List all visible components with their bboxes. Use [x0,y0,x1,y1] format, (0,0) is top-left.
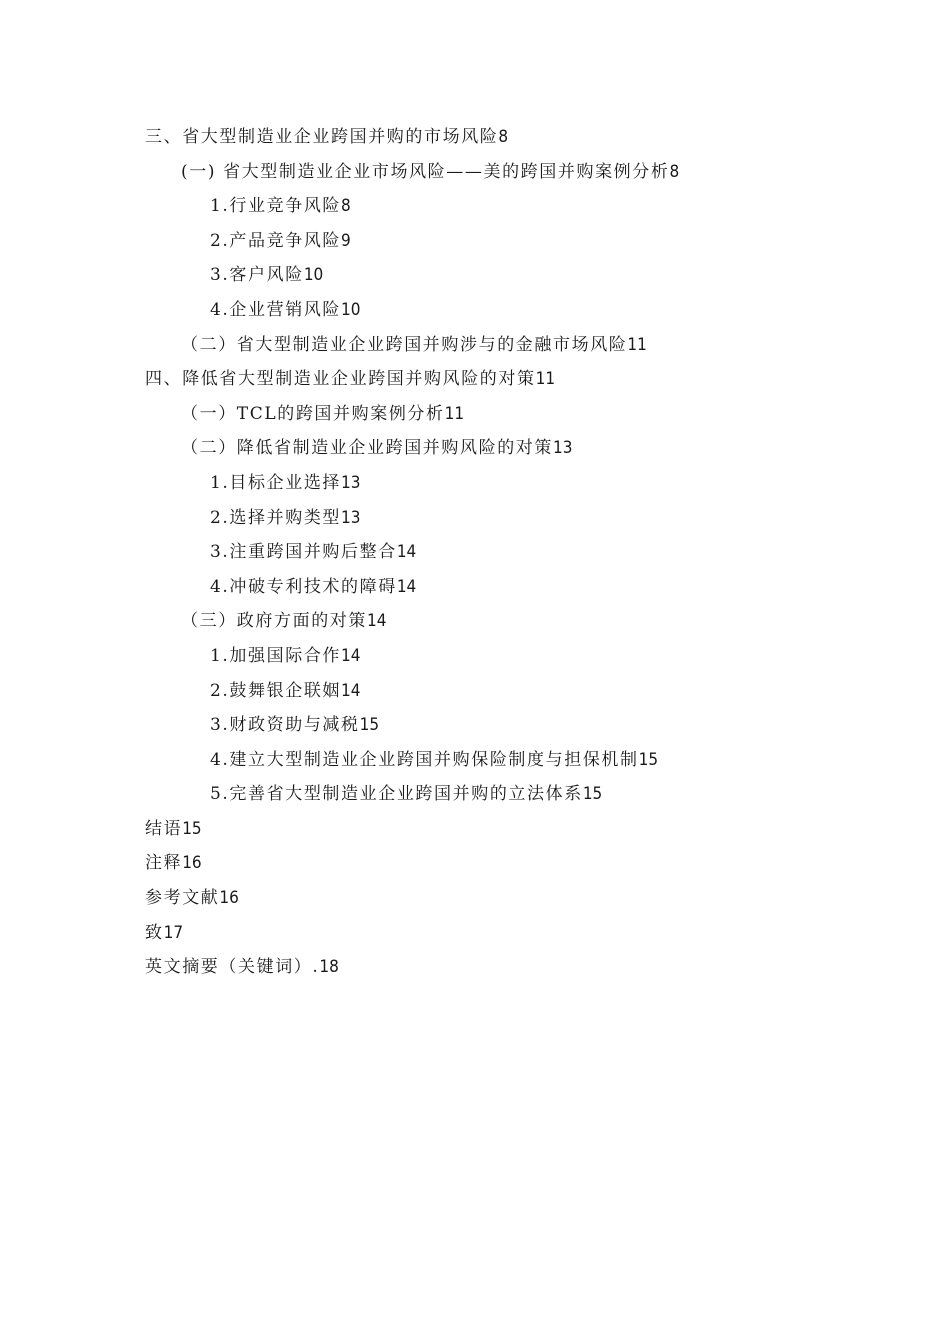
toc-entry[interactable] [145,846,865,881]
toc-entry-title: 1.目标企业选择 [210,472,342,493]
toc-entry-title: 结语 [145,818,183,839]
toc-entry[interactable] [145,501,865,536]
toc-entry-title: 1.行业竞争风险 [210,196,342,217]
toc-entry-page: 16 [219,888,239,909]
toc-entry-page: 9 [341,230,351,251]
toc-entry-title: 4.企业营销风险 [210,299,342,320]
toc-entry-page: 8 [669,161,680,182]
toc-entry[interactable] [145,916,865,951]
toc-entry-page: 13 [341,472,361,493]
toc-entry-title: 2.鼓舞银企联姻 [210,680,342,701]
toc-entry-page: 8 [498,127,509,147]
toc-entry[interactable] [145,812,865,847]
toc-entry-title: 英文摘要（关键词）. [145,957,320,978]
toc-entry-page: 13 [341,507,361,528]
toc-entry-page: 14 [396,542,417,563]
toc-entry-page: 17 [163,922,184,943]
toc-entry-page: 10 [341,299,361,320]
toc-entry[interactable] [145,189,865,224]
toc-entry-title: 4.冲破专利技术的障碍 [210,576,397,597]
toc-entry-title: (一) 省大型制造业企业市场风险——美的跨国并购案例分析 [181,161,670,182]
toc-entry-page: 15 [182,818,202,839]
toc-entry-title: （一）TCL的跨国并购案例分析 [181,403,445,424]
toc-entry[interactable] [145,466,865,501]
toc-entry[interactable] [145,362,865,397]
toc-entry-title: （二）省大型制造业企业跨国并购涉与的金融市场风险 [181,334,628,355]
toc-entry[interactable] [145,155,865,190]
toc-entry[interactable] [145,743,865,778]
toc-entry-title: 3.客户风险 [210,265,304,286]
toc-entry-title: 3.财政资助与减税 [210,715,360,736]
toc-entry-page: 15 [638,749,659,770]
toc-entry[interactable] [145,293,865,328]
toc-entry[interactable] [145,950,865,985]
toc-entry[interactable] [145,258,865,293]
toc-entry-page: 15 [359,715,380,736]
toc-entry-title: 2.产品竞争风险 [210,230,342,251]
toc-entry-page: 16 [182,853,202,874]
toc-entry[interactable] [145,708,865,743]
toc-entry-page: 15 [582,784,603,805]
toc-entry-page: 14 [341,645,361,666]
toc-entry-page: 13 [553,438,573,459]
toc-entry-title: 致 [145,922,164,943]
toc-entry-title: 1.加强国际合作 [210,645,342,666]
toc-entry-title: 3.注重跨国并购后整合 [210,542,397,563]
toc-entry[interactable] [145,397,865,432]
toc-entry-page: 14 [367,611,387,632]
toc-entry-page: 18 [319,957,339,978]
toc-entry[interactable] [145,120,865,155]
toc-entry-page: 8 [341,196,351,217]
toc-entry-title: （三）政府方面的对策 [181,611,367,632]
toc-entry-page: 10 [303,265,324,286]
toc-entry[interactable] [145,328,865,363]
toc-entry-page: 14 [396,576,417,597]
toc-entry[interactable] [145,535,865,570]
toc-entry-page: 11 [535,369,556,390]
toc-entry-title: 5.完善省大型制造业企业跨国并购的立法体系 [210,784,583,805]
toc-entry-title: 2.选择并购类型 [210,507,342,528]
toc-entry[interactable] [145,431,865,466]
toc-entry-page: 14 [341,680,361,701]
toc-entry-title: 4.建立大型制造业企业跨国并购保险制度与担保机制 [210,749,639,770]
toc-entry[interactable] [145,777,865,812]
toc-entry-page: 11 [444,403,465,424]
toc-entry-page: 11 [627,334,647,355]
toc-entry-title: 四、降低省大型制造业企业跨国并购风险的对策 [145,369,536,390]
toc-entry[interactable] [145,570,865,605]
toc-entry-title: 三、省大型制造业企业跨国并购的市场风险 [145,127,499,147]
toc-entry[interactable] [145,224,865,259]
table-of-contents [145,120,865,985]
toc-entry[interactable] [145,639,865,674]
toc-entry-title: （二）降低省制造业企业跨国并购风险的对策 [181,438,553,459]
toc-entry[interactable] [145,674,865,709]
toc-entry[interactable] [145,604,865,639]
toc-entry-title: 注释 [145,853,183,874]
toc-entry-title: 参考文献 [145,888,220,909]
toc-entry[interactable] [145,881,865,916]
